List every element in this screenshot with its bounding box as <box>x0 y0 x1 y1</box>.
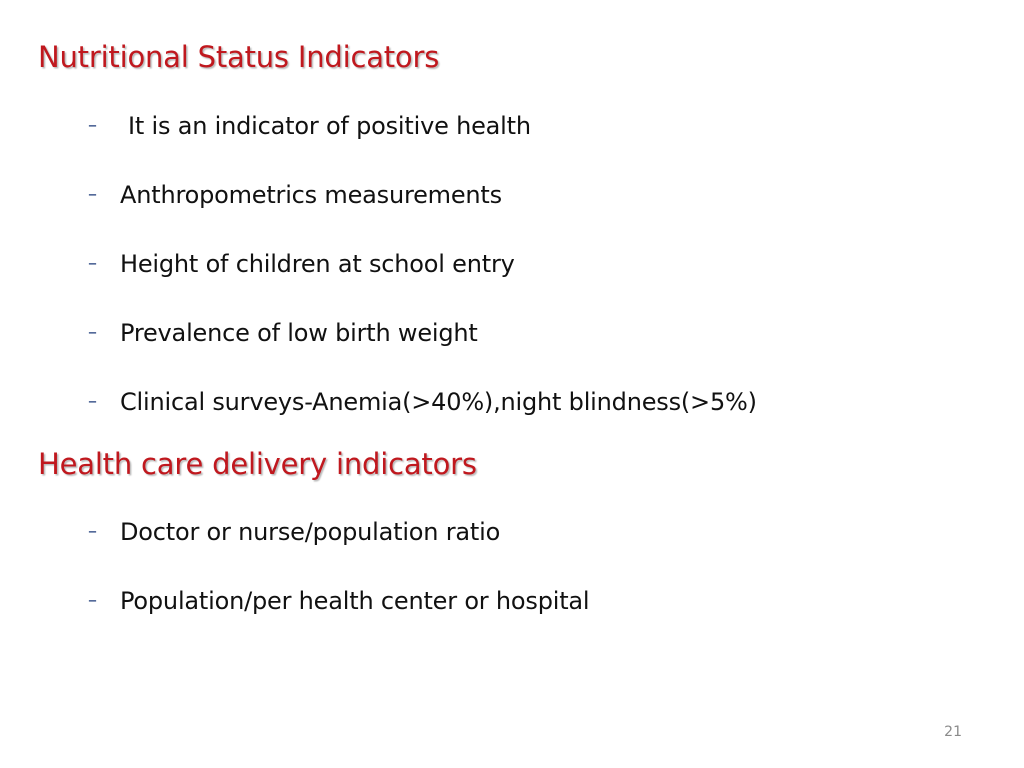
dash-bullet-icon: – <box>88 253 97 274</box>
list-item-text: Anthropometrics measurements <box>120 181 502 209</box>
section-heading-nutritional-status: Nutritional Status Indicators <box>38 40 440 74</box>
dash-bullet-icon: – <box>88 322 97 343</box>
section-heading-health-care-delivery: Health care delivery indicators <box>38 447 477 481</box>
list-item-text: Clinical surveys-Anemia(>40%),night blindness(>5%) <box>120 388 757 416</box>
dash-bullet-icon: – <box>88 590 97 611</box>
dash-bullet-icon: – <box>88 184 97 205</box>
list-item-text: Doctor or nurse/population ratio <box>120 518 501 546</box>
page-number: 21 <box>944 724 962 740</box>
dash-bullet-icon: – <box>88 391 97 412</box>
dash-bullet-icon: – <box>88 115 97 136</box>
dash-bullet-icon: – <box>88 521 97 542</box>
list-item-text: Population/per health center or hospital <box>120 587 590 615</box>
list-item-text: Height of children at school entry <box>120 250 515 278</box>
list-item-text: It is an indicator of positive health <box>128 112 531 140</box>
list-item-text: Prevalence of low birth weight <box>120 319 478 347</box>
